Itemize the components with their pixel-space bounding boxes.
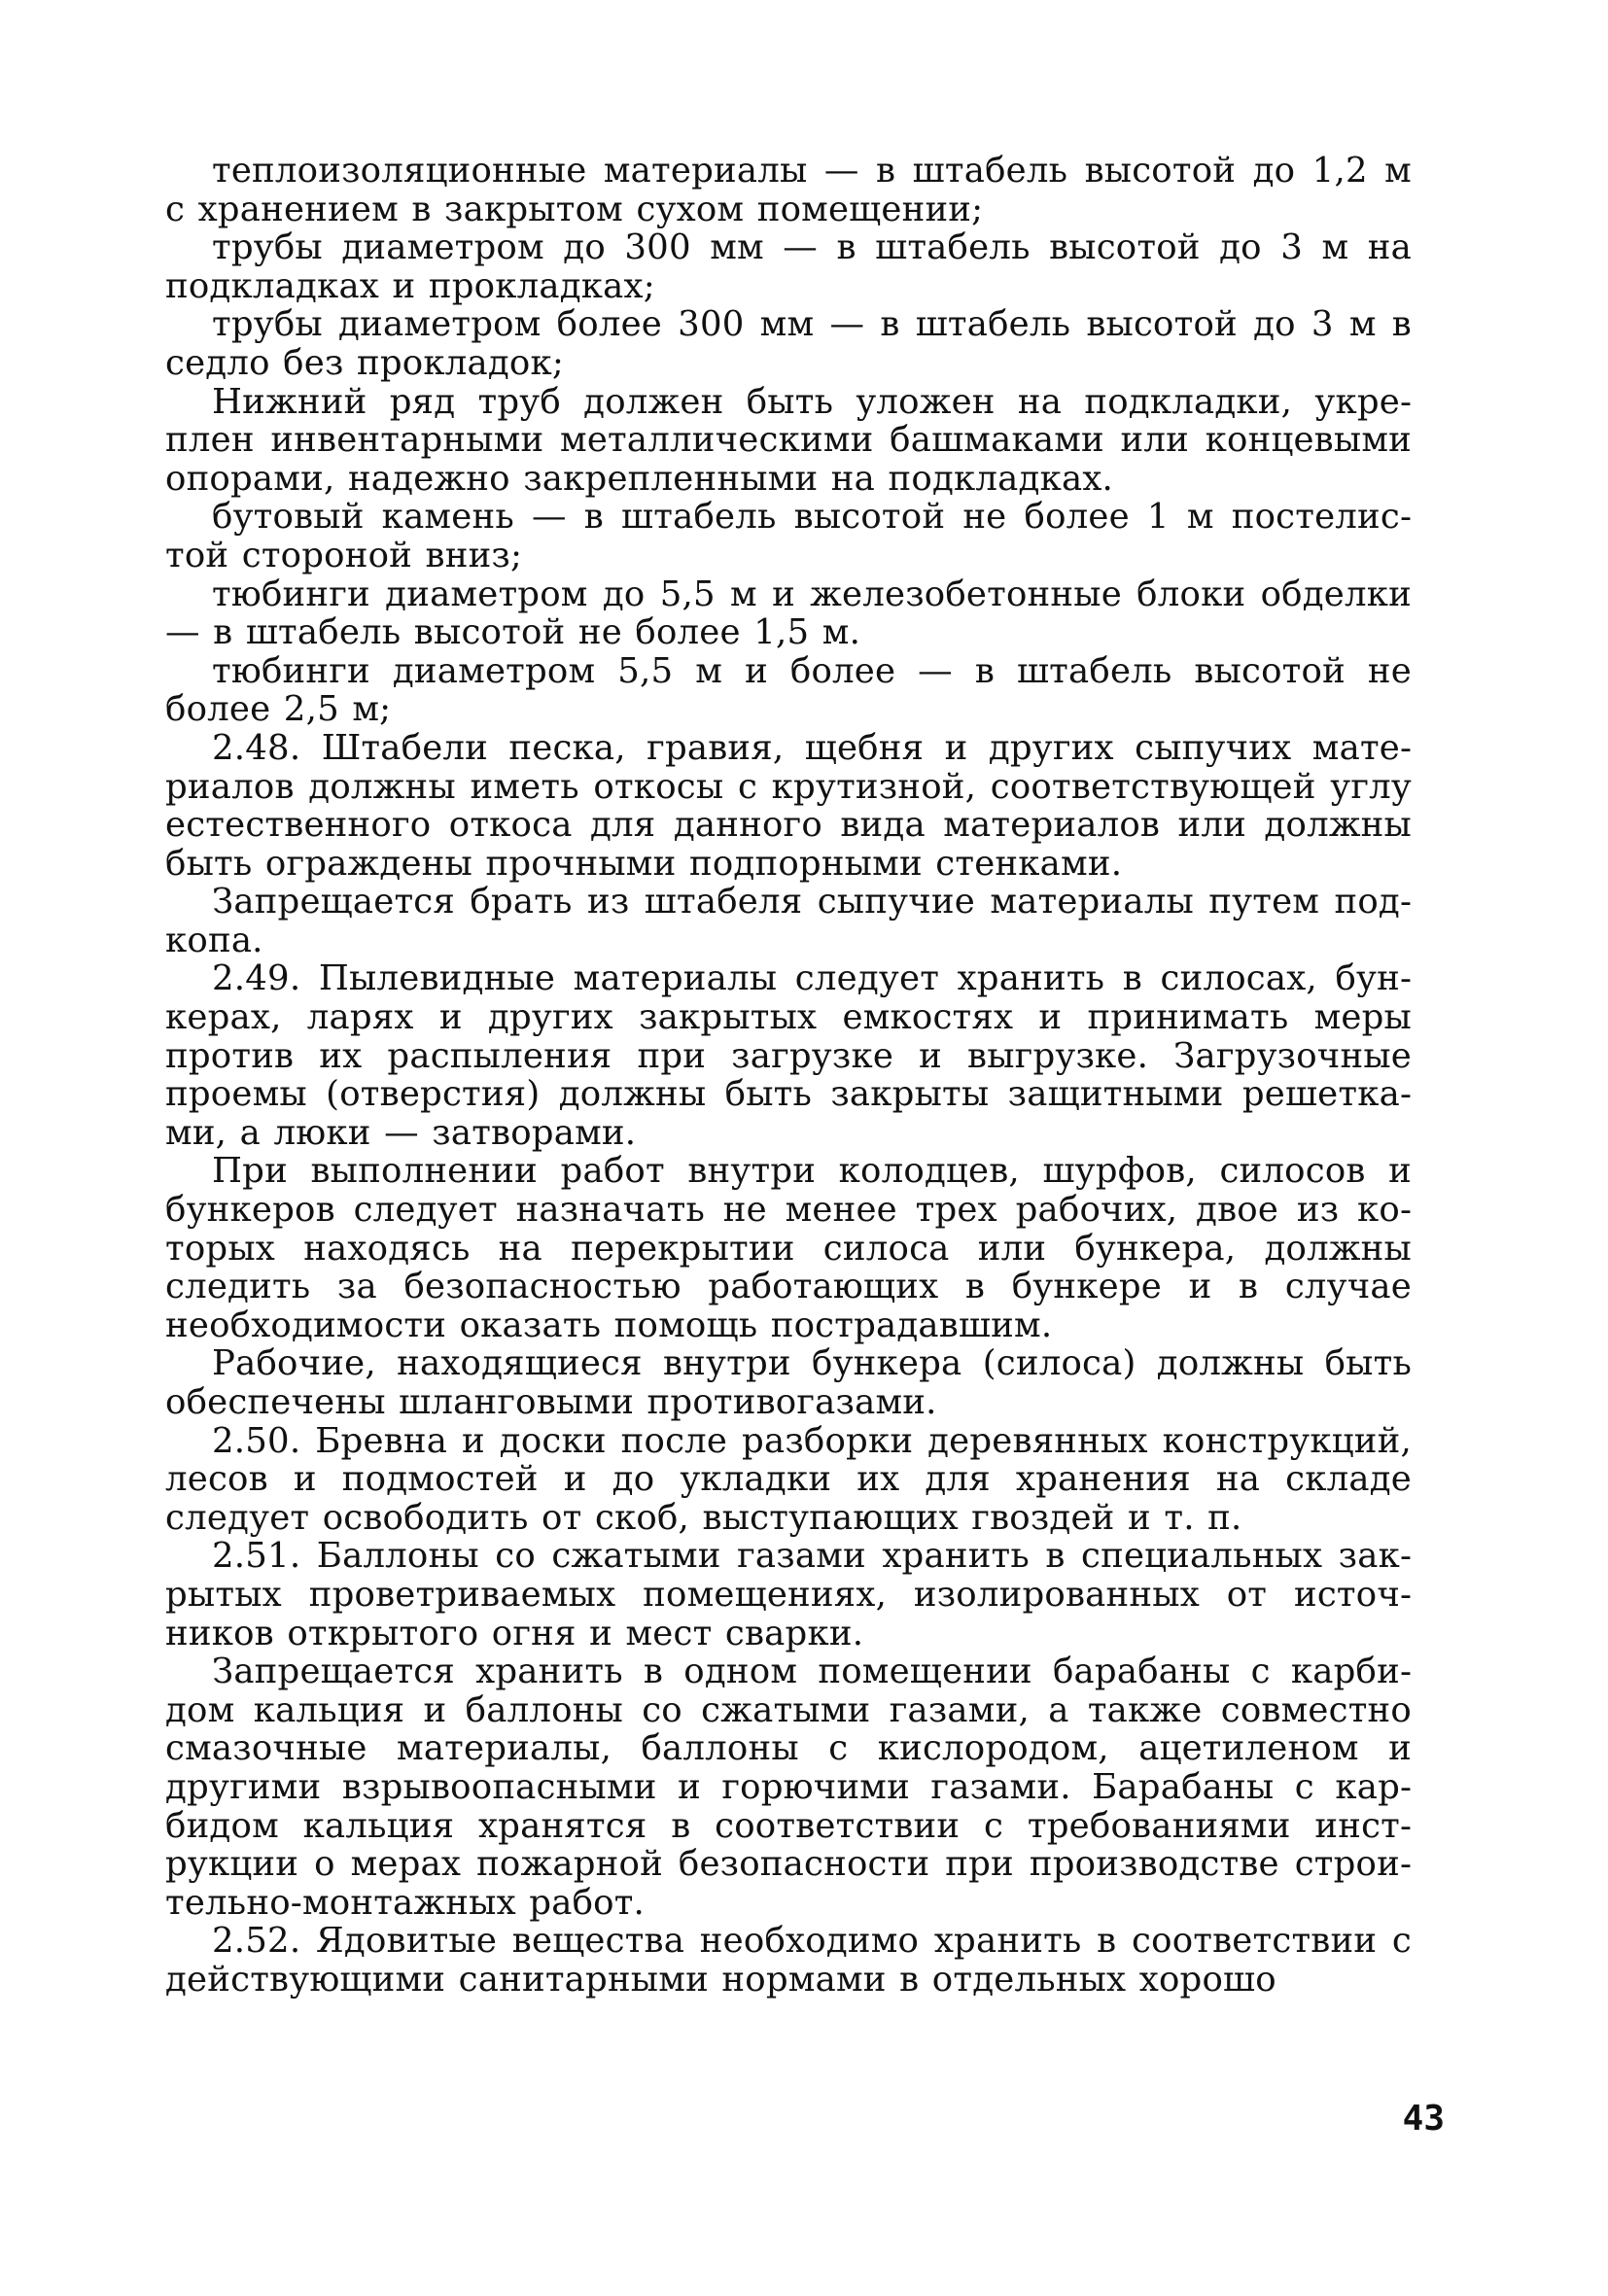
paragraph-gas-masks: Рабочие, находящиеся внутри бункера (силоса) должны быть обеспечены шланговыми противогазами. bbox=[165, 1343, 1412, 1422]
paragraph-2-52: 2.52. Ядовитые вещества необходимо хранить в соответствии с действующими санитарными нормами в отдельных хорошо bbox=[165, 1921, 1412, 2000]
paragraph-pipes-small: трубы диаметром до 300 мм — в штабель высотой до 3 м на подкладках и прокладках; bbox=[165, 227, 1412, 306]
paragraph-work-inside-wells: При выполнении работ внутри колодцев, шурфов, силосов и бункеров следует назначать не менее трех рабочих, двое из которых находясь на перекрытии силоса или бункера, должны следить за безопасностью работающих в бункере и в случае необходимости оказать помощь пострадавшим. bbox=[165, 1151, 1412, 1345]
paragraph-tubing-large: тюбинги диаметром 5,5 м и более — в штабель высотой не более 2,5 м; bbox=[165, 650, 1412, 730]
paragraph-undermining-ban: Запрещается брать из штабеля сыпучие материалы путем подкопа. bbox=[165, 882, 1412, 960]
paragraph-rubble-stone: бутовый камень — в штабель высотой не более 1 м постелистой стороной вниз; bbox=[165, 497, 1412, 575]
body-text bbox=[165, 152, 1412, 2000]
paragraph-pipe-bottom-row: Нижний ряд труб должен быть уложен на подкладки, укреплен инвентарными металлическими башмаками или концевыми опорами, надежно закрепленными на подкладках. bbox=[165, 381, 1412, 499]
paragraph-2-48: 2.48. Штабели песка, гравия, щебня и других сыпучих материалов должны иметь откосы с крутизной, соответствующей углу естественного откоса для данного вида материалов или должны быть ограждены прочными подпорными стенками. bbox=[165, 727, 1412, 884]
paragraph-pipes-large: трубы диаметром более 300 мм — в штабель высотой до 3 м в седло без прокладок; bbox=[165, 304, 1412, 383]
page-number: 43 bbox=[1402, 2099, 1445, 2139]
paragraph-tubing-small: тюбинги диаметром до 5,5 м и железобетонные блоки обделки — в штабель высотой не более 1,5 м. bbox=[165, 574, 1412, 653]
paragraph-insulation: теплоизоляционные материалы — в штабель высотой до 1,2 м с хранением в закрытом сухом помещении; bbox=[165, 151, 1412, 229]
paragraph-carbide-storage: Запрещается хранить в одном помещении барабаны с карбидом кальция и баллоны со сжатыми газами, а также совместно смазочные материалы, баллоны с кислородом, ацетиленом и другими взрывоопасными и горючими газами. Барабаны с карбидом кальция хранятся в соответствии с требованиями инструкции о мерах пожарной безопасности при производстве строительно-монтажных работ. bbox=[165, 1652, 1412, 1923]
paragraph-2-51: 2.51. Баллоны со сжатыми газами хранить в специальных закрытых проветриваемых помещениях, изолированных от источников открытого огня и мест сварки. bbox=[165, 1536, 1412, 1653]
paragraph-2-49: 2.49. Пылевидные материалы следует хранить в силосах, бункерах, ларях и других закрытых емкостях и принимать меры против их распыления при загрузке и выгрузке. Загрузочные проемы (отверстия) должны быть закрыты защитными решетками, а люки — затворами. bbox=[165, 958, 1412, 1153]
paragraph-2-50: 2.50. Бревна и доски после разборки деревянных конструкций, лесов и подмостей и до укладки их для хранения на складе следует освободить от скоб, выступающих гвоздей и т. п. bbox=[165, 1420, 1412, 1538]
